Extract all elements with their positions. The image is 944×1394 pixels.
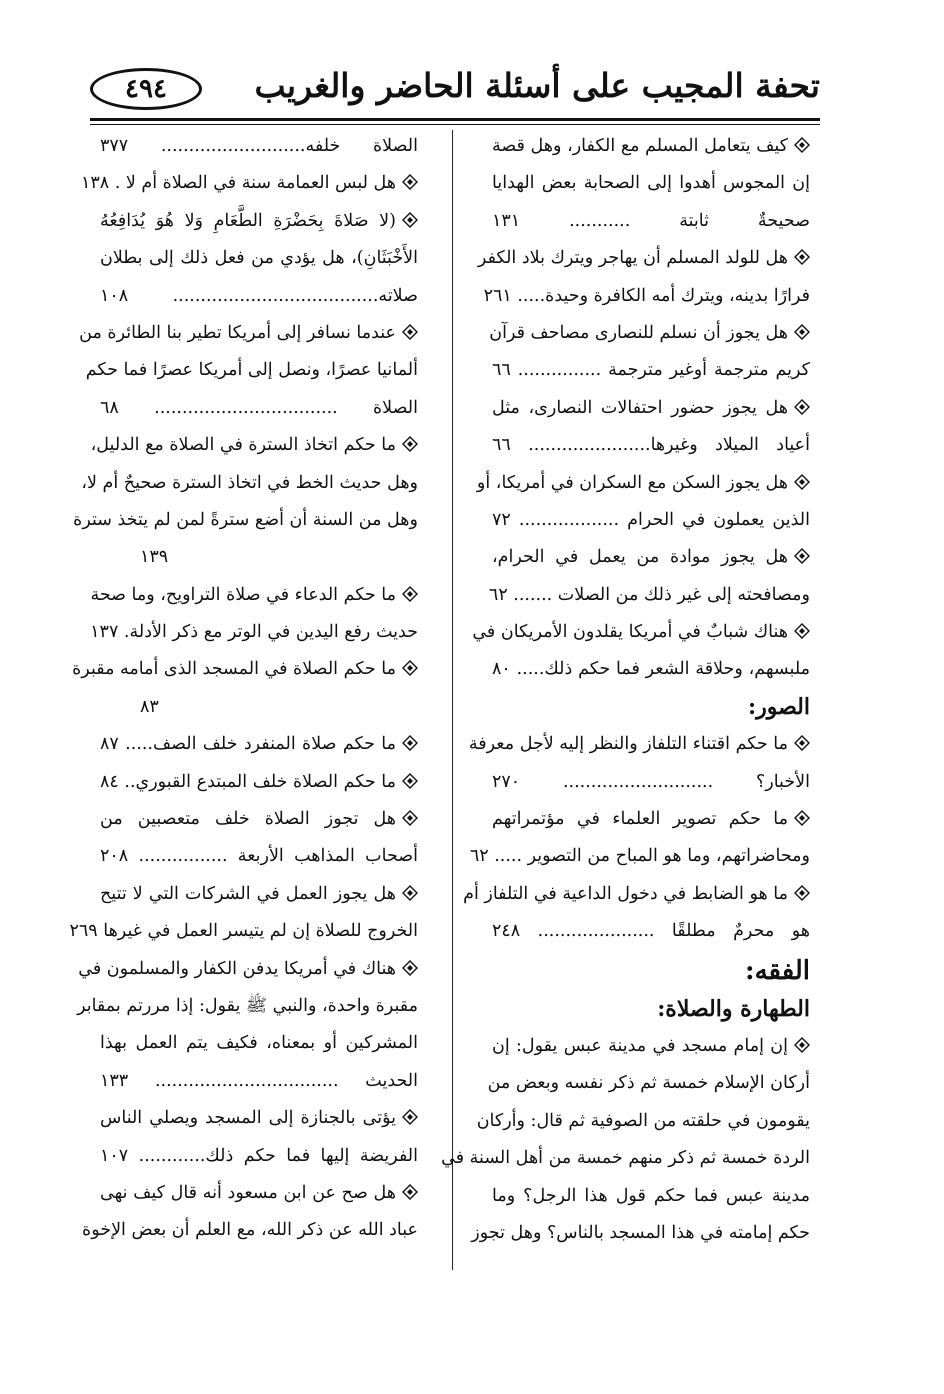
diamond-bullet-icon — [402, 586, 418, 602]
index-line — [90, 427, 418, 464]
index-line — [100, 240, 418, 277]
page-header — [90, 62, 820, 122]
line-text: إن إمام مسجد في مدينة عبس يقول: إن — [492, 1035, 788, 1056]
index-line — [492, 203, 810, 240]
line-text: مقبرة واحدة، والنبي ﷺ يقول: إذا مررتم بمقابر — [77, 995, 418, 1016]
diamond-bullet-icon — [402, 1109, 418, 1125]
index-line — [100, 764, 418, 801]
line-text: ما حكم اقتناء التلفاز والنظر إليه لأجل معرفة — [468, 734, 788, 755]
index-line — [100, 838, 418, 875]
line-text: ما حكم الدعاء في صلاة التراويح، وما صحة — [90, 584, 396, 605]
right-column — [441, 128, 810, 1252]
diamond-bullet-icon — [402, 773, 418, 789]
running-title: تحفة المجيب على أسئلة الحاضر والغريب — [254, 66, 820, 105]
diamond-bullet-icon — [794, 548, 810, 564]
line-text: ملبسهم، وحلاقة الشعر فما حكم ذلك..... ٨٠ — [492, 659, 810, 680]
index-line — [100, 726, 418, 763]
index-line — [82, 1212, 418, 1249]
diamond-bullet-icon — [402, 212, 418, 228]
line-text: الفقه: — [745, 955, 810, 986]
index-line — [492, 764, 810, 801]
index-line — [80, 165, 418, 202]
line-text: (لا صَلاةَ بِحَضْرَةِ الطَّعَامِ وَلا هُوَ يُدَافِعُهُ — [100, 210, 396, 231]
index-line — [492, 913, 810, 950]
line-text: هل لبس العمامة سنة في الصلاة أم لا . ١٣٨ — [80, 173, 396, 194]
index-line — [100, 390, 418, 427]
diamond-bullet-icon — [794, 885, 810, 901]
index-line — [468, 726, 810, 763]
line-text: الحديث ................................. ١٣٣ — [100, 1070, 418, 1091]
line-text: الخروج للصلاة إن لم يتيسر العمل في غيرها ٢٦٩ — [69, 921, 418, 942]
line-text: ما حكم تصوير العلماء في مؤتمراتهم — [492, 809, 788, 830]
index-line — [488, 577, 810, 614]
line-text: هل يجوز العمل في الشركات التي لا تتيح — [100, 883, 396, 904]
line-text: يؤتى بالجنازة إلى المسجد ويصلي الناس — [100, 1108, 396, 1129]
diamond-bullet-icon — [794, 810, 810, 826]
diamond-bullet-icon — [794, 623, 810, 639]
line-text: أعياد الميلاد وغيرها...................... ٦٦ — [492, 435, 810, 456]
index-line — [73, 502, 418, 539]
index-line — [471, 1215, 810, 1252]
line-text: عباد الله عن ذكر الله، مع العلم أن بعض الإخوة — [82, 1220, 418, 1241]
index-line — [492, 165, 810, 202]
index-line — [492, 390, 810, 427]
line-text: الأَخْبَثَانِ)، هل يؤدي من فعل ذلك إلى بطلان — [100, 248, 418, 269]
diamond-bullet-icon — [794, 399, 810, 415]
line-text: ومصافحته إلى غير ذلك من الصلات ....... ٦٢ — [488, 584, 810, 605]
index-line — [77, 988, 418, 1025]
diamond-bullet-icon — [794, 324, 810, 340]
line-text: هل يجوز موادة من يعمل في الحرام، — [492, 547, 788, 568]
index-line — [100, 1138, 418, 1175]
index-line — [100, 689, 418, 726]
line-text: الصلاة خلفه.......................... ٣٧٧ — [100, 136, 418, 156]
line-text: ما حكم اتخاذ السترة في الصلاة مع الدليل، — [90, 435, 396, 456]
line-text: أركان الإسلام خمسة ثم ذكر نفسه وبعض من — [487, 1073, 810, 1094]
line-text: المشركين أو بمعناه، فكيف يتم العمل بهذا — [100, 1033, 418, 1054]
index-line — [100, 801, 418, 838]
index-line — [100, 539, 418, 576]
line-text: وهل حديث الخط في اتخاذ السترة صحيحٌ أم لا، — [81, 472, 418, 493]
index-line — [100, 876, 418, 913]
header-rule — [90, 118, 820, 121]
line-text: هناك شبابٌ في أمريكا يقلدون الأمريكان في — [472, 622, 788, 643]
page-number: ٤٩٤ — [125, 74, 167, 104]
diamond-bullet-icon — [402, 810, 418, 826]
index-line — [463, 876, 810, 913]
line-text: الصور: — [747, 693, 810, 720]
line-text: كريم مترجمة أوغير مترجمة ............... ٦٦ — [492, 360, 810, 381]
index-line — [492, 352, 810, 389]
diamond-bullet-icon — [402, 885, 418, 901]
line-text: هل يجوز حضور احتفالات النصارى، مثل — [492, 397, 788, 418]
line-text: كيف يتعامل المسلم مع الكفار، وهل قصة — [492, 136, 788, 156]
line-text: حكم إمامته في هذا المسجد بالناس؟ وهل تجوز — [471, 1222, 810, 1243]
diamond-bullet-icon — [402, 324, 418, 340]
index-line — [492, 128, 810, 165]
index-line — [90, 577, 418, 614]
line-text: ٨٣ — [140, 696, 159, 717]
index-line — [477, 240, 810, 277]
line-text: ألمانيا عصرًا، ونصل إلى أمريكا عصرًا فما حكم — [85, 360, 418, 381]
line-text: هل تجوز الصلاة خلف متعصبين من — [100, 809, 396, 830]
section-heading — [492, 951, 810, 991]
line-text: الردة خمسة ثم ذكر منهم خمسة من أهل السنة في — [441, 1148, 810, 1169]
diamond-bullet-icon — [402, 174, 418, 190]
index-line — [492, 539, 810, 576]
line-text: هل صح عن ابن مسعود أنه قال كيف نهى — [100, 1182, 396, 1203]
diamond-bullet-icon — [402, 735, 418, 751]
line-text: يقومون في حلقته من الصوفية ثم قال: وأركان — [476, 1110, 810, 1131]
line-text: حديث رفع اليدين في الوتر مع ذكر الأدلة. ١٣٧ — [90, 622, 418, 643]
line-text: مدينة عبس فما حكم قول هذا الرجل؟ وما — [492, 1185, 810, 1206]
section-heading — [492, 991, 810, 1028]
line-text: الصلاة ................................. ٦٨ — [100, 397, 418, 418]
index-line — [492, 1178, 810, 1215]
index-line — [100, 128, 418, 165]
diamond-bullet-icon — [794, 474, 810, 490]
section-heading — [492, 689, 810, 726]
header-rule-thin — [90, 124, 820, 125]
diamond-bullet-icon — [794, 249, 810, 265]
line-text: ١٣٩ — [140, 547, 169, 568]
index-line — [492, 801, 810, 838]
index-line — [81, 465, 418, 502]
index-line — [489, 315, 810, 352]
line-text: فرارًا بدينه، ويترك أمه الكافرة وحيدة..... ٢٦١ — [483, 285, 810, 306]
index-line — [100, 203, 418, 240]
line-text: وهل من السنة أن أضع سترةً لمن لم يتخذ سترة — [73, 509, 418, 530]
line-text: ما حكم الصلاة خلف المبتدع القبوري.. ٨٤ — [100, 771, 396, 792]
diamond-bullet-icon — [402, 660, 418, 676]
line-text: الطهارة والصلاة: — [657, 995, 810, 1022]
index-line — [492, 502, 810, 539]
page-number-oval — [90, 68, 202, 110]
diamond-bullet-icon — [402, 1184, 418, 1200]
diamond-bullet-icon — [402, 960, 418, 976]
index-line — [79, 315, 418, 352]
index-line — [100, 1025, 418, 1062]
index-line — [476, 1103, 810, 1140]
line-text: عندما نسافر إلى أمريكا تطير بنا الطائرة من — [79, 322, 396, 343]
index-line — [72, 651, 418, 688]
line-text: أصحاب المذاهب الأربعة ................ ٢٠٨ — [100, 846, 418, 867]
diamond-bullet-icon — [794, 735, 810, 751]
index-line — [100, 1175, 418, 1212]
index-line — [69, 913, 418, 950]
index-line — [100, 278, 418, 315]
index-line — [476, 465, 810, 502]
index-line — [441, 1140, 810, 1177]
diamond-bullet-icon — [402, 436, 418, 452]
line-text: صحيحةٌ ثابتة ........... ١٣١ — [492, 210, 810, 231]
line-text: الأخبار؟ ........................... ٢٧٠ — [492, 771, 810, 792]
line-text: هو محرمٌ مطلقًا ..................... ٢٤٨ — [492, 921, 810, 942]
index-line — [487, 1065, 810, 1102]
diamond-bullet-icon — [794, 1037, 810, 1053]
line-text: إن المجوس أهدوا إلى الصحابة بعض الهدايا — [492, 173, 810, 194]
index-line — [492, 427, 810, 464]
index-line — [100, 1100, 418, 1137]
line-text: ومحاضراتهم، وما هو المباح من التصوير ..... ٦٢ — [469, 846, 810, 867]
index-line — [483, 278, 810, 315]
left-column — [69, 128, 418, 1250]
line-text: صلاته..................................... ١٠٨ — [100, 285, 418, 306]
index-line — [469, 838, 810, 875]
line-text: ما هو الضابط في دخول الداعية في التلفاز أم — [463, 883, 788, 904]
index-line — [472, 614, 810, 651]
diamond-bullet-icon — [794, 137, 810, 153]
index-line — [78, 951, 418, 988]
column-divider — [452, 130, 453, 1270]
line-text: ما حكم صلاة المنفرد خلف الصف..... ٨٧ — [100, 734, 396, 755]
line-text: ما حكم الصلاة في المسجد الذى أمامه مقبرة — [72, 659, 396, 680]
index-line — [492, 651, 810, 688]
line-text: هناك في أمريكا يدفن الكفار والمسلمون في — [78, 958, 396, 979]
line-text: الذين يعملون في الحرام .................. ٧٢ — [492, 509, 810, 530]
line-text: هل يجوز أن نسلم للنصارى مصاحف قرآن — [489, 322, 788, 343]
index-line — [100, 1063, 418, 1100]
index-line — [90, 614, 418, 651]
index-line — [492, 1028, 810, 1065]
index-line — [85, 352, 418, 389]
line-text: هل للولد المسلم أن يهاجر ويترك بلاد الكفر — [477, 248, 788, 269]
line-text: الفريضة إليها فما حكم ذلك............ ١٠٧ — [100, 1145, 418, 1166]
line-text: هل يجوز السكن مع السكران في أمريكا، أو — [476, 472, 788, 493]
